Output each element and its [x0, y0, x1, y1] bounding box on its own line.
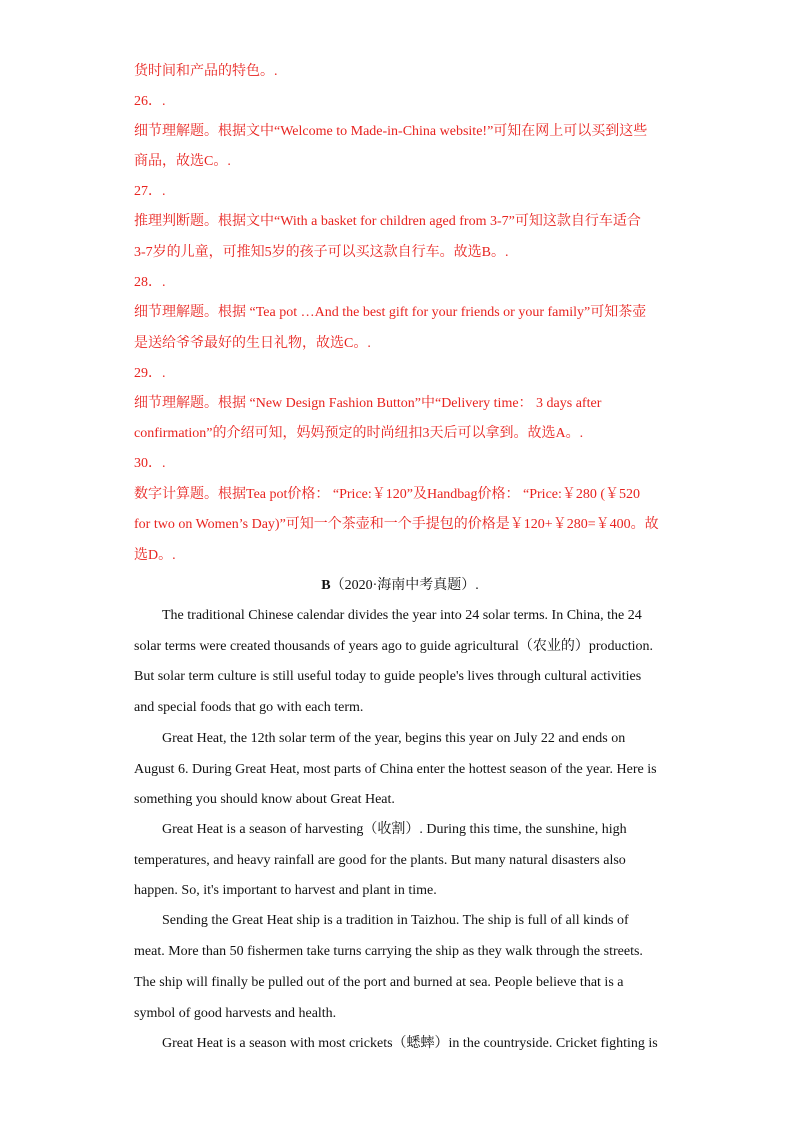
answer-26-line-2: 商品，故选C。.: [134, 154, 231, 169]
section-label: B: [321, 578, 331, 593]
passage-line: But solar term culture is still useful today to guide people's lives through cultural activities: [134, 669, 642, 684]
passage-line: temperatures, and heavy rainfall are good for the plants. But many natural disasters also: [134, 853, 626, 868]
answer-29-line-2: confirmation”的介绍可知，妈妈预定的时尚纽扣3天后可以拿到。故选A。.: [134, 426, 584, 441]
question-number-26: 26．.: [134, 94, 166, 109]
passage-line: happen. So, it's important to harvest and plant in time.: [134, 883, 437, 898]
answer-line: 货时间和产品的特色。.: [134, 64, 278, 79]
passage-line: The ship will finally be pulled out of the port and burned at sea. People believe that is a: [134, 975, 624, 990]
passage-line: Great Heat, the 12th solar term of the year, begins this year on July 22 and ends on: [162, 731, 626, 746]
passage-line: The traditional Chinese calendar divides the year into 24 solar terms. In China, the 24: [162, 608, 642, 623]
passage-line: solar terms were created thousands of years ago to guide agricultural（农业的）production.: [134, 639, 654, 654]
question-number-30: 30．.: [134, 456, 166, 471]
passage-line: symbol of good harvests and health.: [134, 1006, 337, 1021]
passage-line: something you should know about Great Heat.: [134, 792, 395, 807]
passage-line: Great Heat is a season with most crickets（蟋蟀）in the countryside. Cricket fighting is: [162, 1036, 658, 1051]
passage-line: meat. More than 50 fishermen take turns carrying the ship as they walk through the streets.: [134, 944, 643, 959]
answer-30-line-2: for two on Women’s Day)”可知一个茶壶和一个手提包的价格是￥120+￥280=￥400。故: [134, 517, 659, 532]
passage-line: August 6. During Great Heat, most parts of China enter the hottest season of the year. Here is: [134, 762, 657, 777]
question-number-28: 28．.: [134, 275, 166, 290]
answer-29-line-1: 细节理解题。根据 “New Design Fashion Button”中“Delivery time： 3 days after: [134, 396, 602, 411]
passage-line: Great Heat is a season of harvesting（收割）. During this time, the sunshine, high: [162, 822, 627, 837]
answer-27-line-1: 推理判断题。根据文中“With a basket for children aged from 3-7”可知这款自行车适合: [134, 214, 641, 229]
answer-28-line-1: 细节理解题。根据 “Tea pot …And the best gift for your friends or your family”可知茶壶: [134, 305, 647, 320]
answer-30-line-3: 选D。.: [134, 548, 176, 563]
question-number-29: 29．.: [134, 366, 166, 381]
answer-30-line-1: 数字计算题。根据Tea pot价格： “Price:￥120”及Handbag价格： “Price:￥280 (￥520: [134, 487, 641, 502]
answer-28-line-2: 是送给爷爷最好的生日礼物，故选C。.: [134, 336, 371, 351]
question-number-27: 27．.: [134, 184, 166, 199]
passage-line: and special foods that go with each term.: [134, 700, 364, 715]
answer-27-line-2: 3-7岁的儿童，可推知5岁的孩子可以买这款自行车。故选B。.: [134, 245, 509, 260]
section-heading: [0, 576, 800, 596]
answer-26-line-1: 细节理解题。根据文中“Welcome to Made-in-China website!”可知在网上可以买到这些: [134, 124, 648, 139]
section-source: （2020·海南中考真题）.: [330, 578, 479, 593]
passage-line: Sending the Great Heat ship is a tradition in Taizhou. The ship is full of all kinds of: [162, 913, 629, 928]
